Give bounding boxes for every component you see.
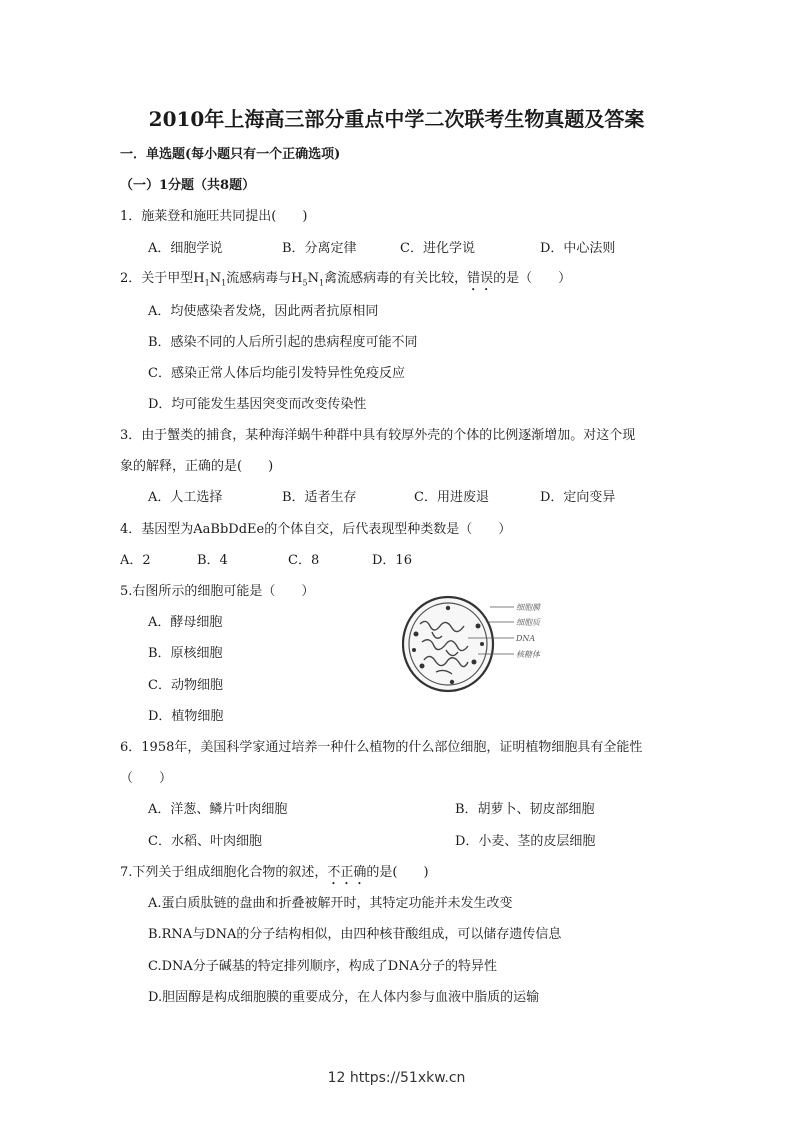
q2-option-c: C．感染正常人体后均能引发特异性免疫反应 — [148, 366, 405, 381]
q6-option-d: D．小麦、茎的皮层细胞 — [455, 834, 596, 849]
q3-stem-line1: 3．由于蟹类的捕食，某种海洋蜗牛种群中具有较厚外壳的个体的比例逐渐增加。对这个现 — [120, 428, 636, 443]
q6-option-c: C．水稻、叶肉细胞 — [148, 834, 262, 849]
q7-stem: 7.下列关于组成细胞化合物的叙述，不正确的是( ) — [120, 865, 429, 880]
q3-option-b: B．适者生存 — [282, 490, 357, 505]
label-cell-membrane: 细胞膜 — [516, 603, 540, 612]
q2-option-d: D．均可能发生基因突变而改变传染性 — [148, 397, 367, 412]
q5-option-d: D．植物细胞 — [148, 709, 224, 724]
label-ribosome: 核糖体 — [516, 650, 540, 659]
q1-stem: 1．施莱登和施旺共同提出( ) — [120, 209, 308, 224]
q4-stem: 4．基因型为AaBbDdEe的个体自交，后代表现型种类数是（ ） — [120, 522, 512, 537]
q1-option-b: B．分离定律 — [282, 241, 357, 256]
q5-stem: 5.右图所示的细胞可能是（ ） — [120, 584, 315, 599]
q4-option-a: A．2 — [120, 553, 151, 568]
subsection-heading: （一）1分题（共8题） — [120, 178, 256, 193]
q4-option-d: D．16 — [372, 553, 412, 568]
q6-option-b: B．胡萝卜、韧皮部细胞 — [455, 802, 595, 817]
q1-option-c: C．进化学说 — [400, 241, 475, 256]
q2-stem: 2．关于甲型$H_1N_1$流感病毒与$H_5N_1$禽流感病毒的有关比较，错误的是（ ） — [120, 271, 572, 288]
q7-option-a: A.蛋白质肽链的盘曲和折叠被解开时，其特定功能并未发生改变 — [148, 896, 513, 911]
section-heading: 一．单选题(每小题只有一个正确选项) — [120, 147, 341, 162]
q7-option-c: C.DNA分子碱基的特定排列顺序，构成了DNA分子的特异性 — [148, 959, 497, 974]
q4-option-c: C．8 — [288, 553, 320, 568]
q7-option-d: D.胆固醇是构成细胞膜的重要成分，在人体内参与血液中脂质的运输 — [148, 990, 540, 1005]
q5-option-b: B．原核细胞 — [148, 646, 223, 661]
q3-option-a: A．人工选择 — [148, 490, 223, 505]
q6-stem-line1: 6．1958年，美国科学家通过培养一种什么植物的什么部位细胞，证明植物细胞具有全能性 — [120, 740, 643, 755]
q5-option-c: C．动物细胞 — [148, 678, 223, 693]
q1-option-d: D．中心法则 — [540, 241, 616, 256]
q3-option-c: C．用进废退 — [414, 490, 489, 505]
label-cytoplasm: 细胞质 — [516, 618, 540, 627]
cell-diagram — [402, 594, 562, 694]
q2-option-a: A．均使感染者发烧，因此两者抗原相同 — [148, 304, 379, 319]
page-title: 2010年上海高三部分重点中学二次联考生物真题及答案 — [148, 107, 645, 131]
q2-emphasis: 错误 — [467, 271, 494, 286]
q7-option-b: B.RNA与DNA的分子结构相似，由四种核苷酸组成，可以储存遗传信息 — [148, 927, 562, 942]
page-footer: 12 https://51xkw.cn — [327, 1070, 466, 1086]
q6-stem-line2: （ ） — [120, 771, 173, 786]
q5-option-a: A．酵母细胞 — [148, 615, 223, 630]
q2-option-b: B．感染不同的人后所引起的患病程度可能不同 — [148, 335, 418, 350]
q3-option-d: D．定向变异 — [540, 490, 616, 505]
q7-emphasis: 不正确 — [327, 865, 367, 880]
q6-option-a: A．洋葱、鳞片叶肉细胞 — [148, 802, 288, 817]
prokaryotic-cell-figure — [402, 594, 562, 694]
q3-stem-line2: 象的解释，正确的是( ) — [120, 459, 274, 474]
q4-option-b: B．4 — [197, 553, 228, 568]
label-dna: DNA — [516, 634, 536, 643]
q1-option-a: A．细胞学说 — [148, 241, 223, 256]
